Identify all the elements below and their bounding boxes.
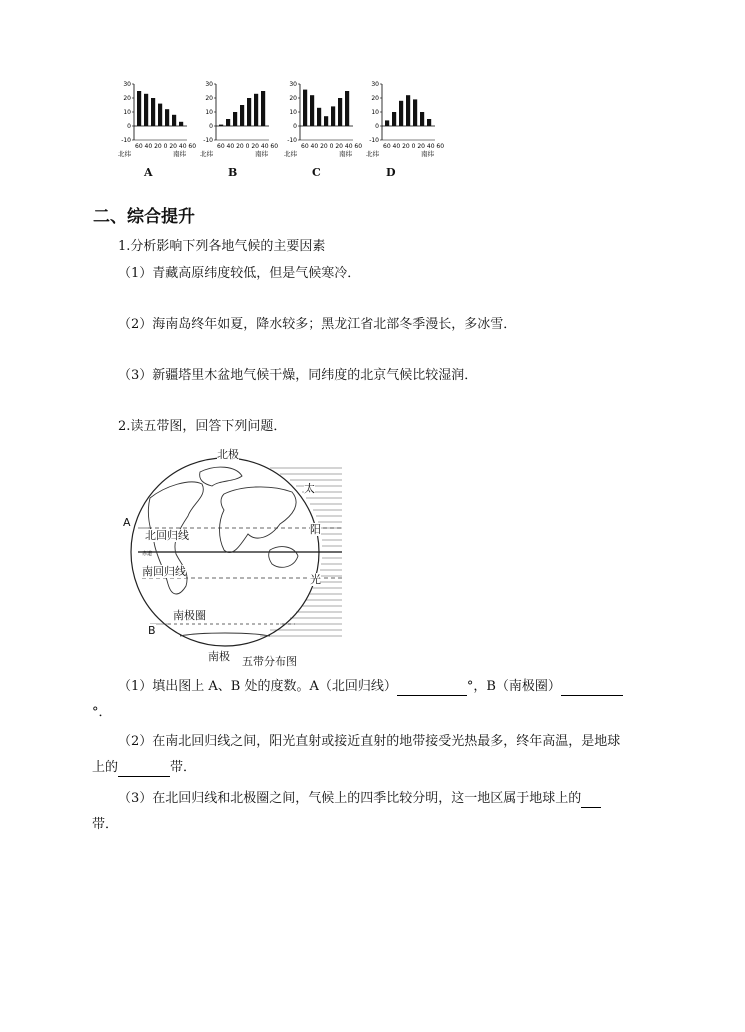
y-tick-label: 0	[209, 123, 213, 130]
chart-c	[284, 78, 363, 179]
bar	[233, 112, 237, 126]
question-1-part-3: （3）新疆塔里木盆地气候干燥，同纬度的北京气候比较湿润．	[118, 368, 478, 383]
y-tick-label: 30	[123, 81, 131, 88]
bar	[399, 101, 403, 126]
bar	[219, 125, 223, 126]
bar	[317, 108, 321, 126]
chart-label: A	[144, 166, 153, 179]
greenland-outline	[200, 467, 242, 486]
chart-a-svg	[118, 78, 197, 158]
sunlight-char-2: 阳	[310, 523, 321, 536]
y-tick-label: 0	[375, 123, 379, 130]
question-2-part-1-end: °．	[92, 705, 112, 720]
bar	[420, 112, 424, 126]
y-tick-label: 20	[289, 95, 297, 102]
point-a-label: A	[123, 516, 131, 529]
bar	[406, 95, 410, 126]
bar	[254, 94, 258, 126]
point-b-label: B	[148, 624, 156, 637]
y-tick-label: 30	[205, 81, 213, 88]
chart-b-svg	[200, 78, 279, 158]
tropic-south-label: 南回归线	[142, 565, 186, 578]
question-2-stem: 2.读五带图，回答下列问题．	[118, 419, 287, 434]
bar	[324, 116, 328, 126]
q2-p1-text-a: （1）填出图上 A、B 处的度数。A（北回归线）	[118, 679, 397, 694]
y-tick-label: -10	[121, 137, 131, 144]
bar	[179, 122, 183, 126]
y-tick-label: -10	[203, 137, 213, 144]
question-2-part-1	[118, 678, 623, 696]
chart-b	[200, 78, 279, 179]
y-tick-label: 0	[127, 123, 131, 130]
x-label-right: 南纬	[255, 150, 268, 158]
section-title: 二、综合提升	[93, 207, 195, 227]
q2-p2-text-b: 上的	[92, 760, 119, 775]
bar	[303, 90, 307, 126]
bar	[413, 99, 417, 126]
bar	[427, 119, 431, 126]
tropic-north-label: 北回归线	[145, 529, 189, 542]
antarctica-outline	[180, 633, 270, 636]
bar	[240, 105, 244, 126]
question-2-part-3	[118, 790, 601, 808]
bar	[158, 104, 162, 126]
eurasia-africa-outline	[220, 487, 297, 553]
q2-p1-text-b: °，B（南极圈）	[466, 679, 561, 694]
map-caption: 五带分布图	[242, 655, 297, 668]
q2-p3-text-a: （3）在北回归线和北极圈之间，气候上的四季比较分明，这一地区属于地球上的	[118, 791, 582, 806]
answer-blank-b[interactable]	[561, 681, 623, 696]
chart-label: D	[386, 166, 396, 179]
x-tick-labels: 60 40 20 0 20 40 60	[135, 143, 197, 150]
q2-p2-text-c: 带．	[170, 760, 197, 775]
chart-d	[366, 78, 445, 179]
chart-d-svg	[366, 78, 445, 158]
chart-label: C	[312, 166, 321, 179]
chart-c-svg	[284, 78, 363, 158]
question-1-stem: 1.分析影响下列各地气候的主要因素	[118, 239, 326, 254]
y-tick-label: 10	[289, 109, 297, 116]
bar	[261, 91, 265, 126]
answer-blank-c[interactable]	[118, 762, 170, 777]
bar	[144, 94, 148, 126]
globe-drawing	[120, 446, 360, 672]
y-tick-label: 30	[371, 81, 379, 88]
antarctic-circle-label: 南极圈	[173, 609, 206, 622]
y-tick-label: 10	[123, 109, 131, 116]
y-tick-label: 20	[371, 95, 379, 102]
y-tick-label: 10	[205, 109, 213, 116]
australia-outline	[269, 547, 298, 568]
temperature-charts	[118, 78, 445, 188]
question-2-part-2-end	[92, 759, 196, 777]
bar	[247, 98, 251, 126]
x-label-left: 北纬	[200, 150, 213, 158]
answer-blank-a[interactable]	[397, 681, 467, 696]
y-tick-label: 10	[371, 109, 379, 116]
question-1-part-2: （2）海南岛终年如夏，降水较多；黑龙江省北部冬季漫长，多冰雪．	[118, 317, 517, 332]
chart-a	[118, 78, 197, 179]
x-label-right: 南纬	[421, 150, 434, 158]
bar	[338, 98, 342, 126]
bar	[172, 115, 176, 126]
y-tick-label: 20	[123, 95, 131, 102]
x-tick-labels: 60 40 20 0 20 40 60	[301, 143, 363, 150]
x-label-left: 北纬	[284, 150, 297, 158]
bar	[392, 112, 396, 126]
north-pole-label: 北极	[217, 448, 239, 461]
question-1-part-1: （1）青藏高原纬度较低，但是气候寒冷．	[118, 266, 361, 281]
sunlight-char-1: 太	[304, 482, 315, 495]
x-tick-labels: 60 40 20 0 20 40 60	[383, 143, 445, 150]
sunlight-char-3: 光	[310, 573, 321, 586]
bar	[331, 106, 335, 126]
question-2-part-3-end: 带．	[92, 817, 119, 832]
x-label-left: 北纬	[366, 150, 379, 158]
chart-label: B	[228, 166, 238, 179]
x-label-right: 南纬	[173, 150, 186, 158]
answer-blank-d[interactable]	[581, 793, 601, 808]
bar	[385, 120, 389, 126]
y-tick-label: 0	[293, 123, 297, 130]
x-label-left: 北纬	[118, 150, 131, 158]
y-tick-label: -10	[369, 137, 379, 144]
bar	[165, 109, 169, 126]
equator-label: 赤道	[142, 551, 153, 557]
five-zones-map	[120, 446, 360, 672]
y-tick-label: -10	[287, 137, 297, 144]
x-label-right: 南纬	[339, 150, 352, 158]
y-tick-label: 30	[289, 81, 297, 88]
bar	[226, 119, 230, 126]
y-tick-label: 20	[205, 95, 213, 102]
x-tick-labels: 60 40 20 0 20 40 60	[217, 143, 279, 150]
question-2-part-2: （2）在南北回归线之间，阳光直射或接近直射的地带接受光热最多，终年高温，是地球	[118, 734, 621, 749]
bar	[151, 98, 155, 126]
bar	[345, 91, 349, 126]
south-pole-label: 南极	[208, 650, 230, 663]
bar	[137, 91, 141, 126]
bar	[310, 95, 314, 126]
